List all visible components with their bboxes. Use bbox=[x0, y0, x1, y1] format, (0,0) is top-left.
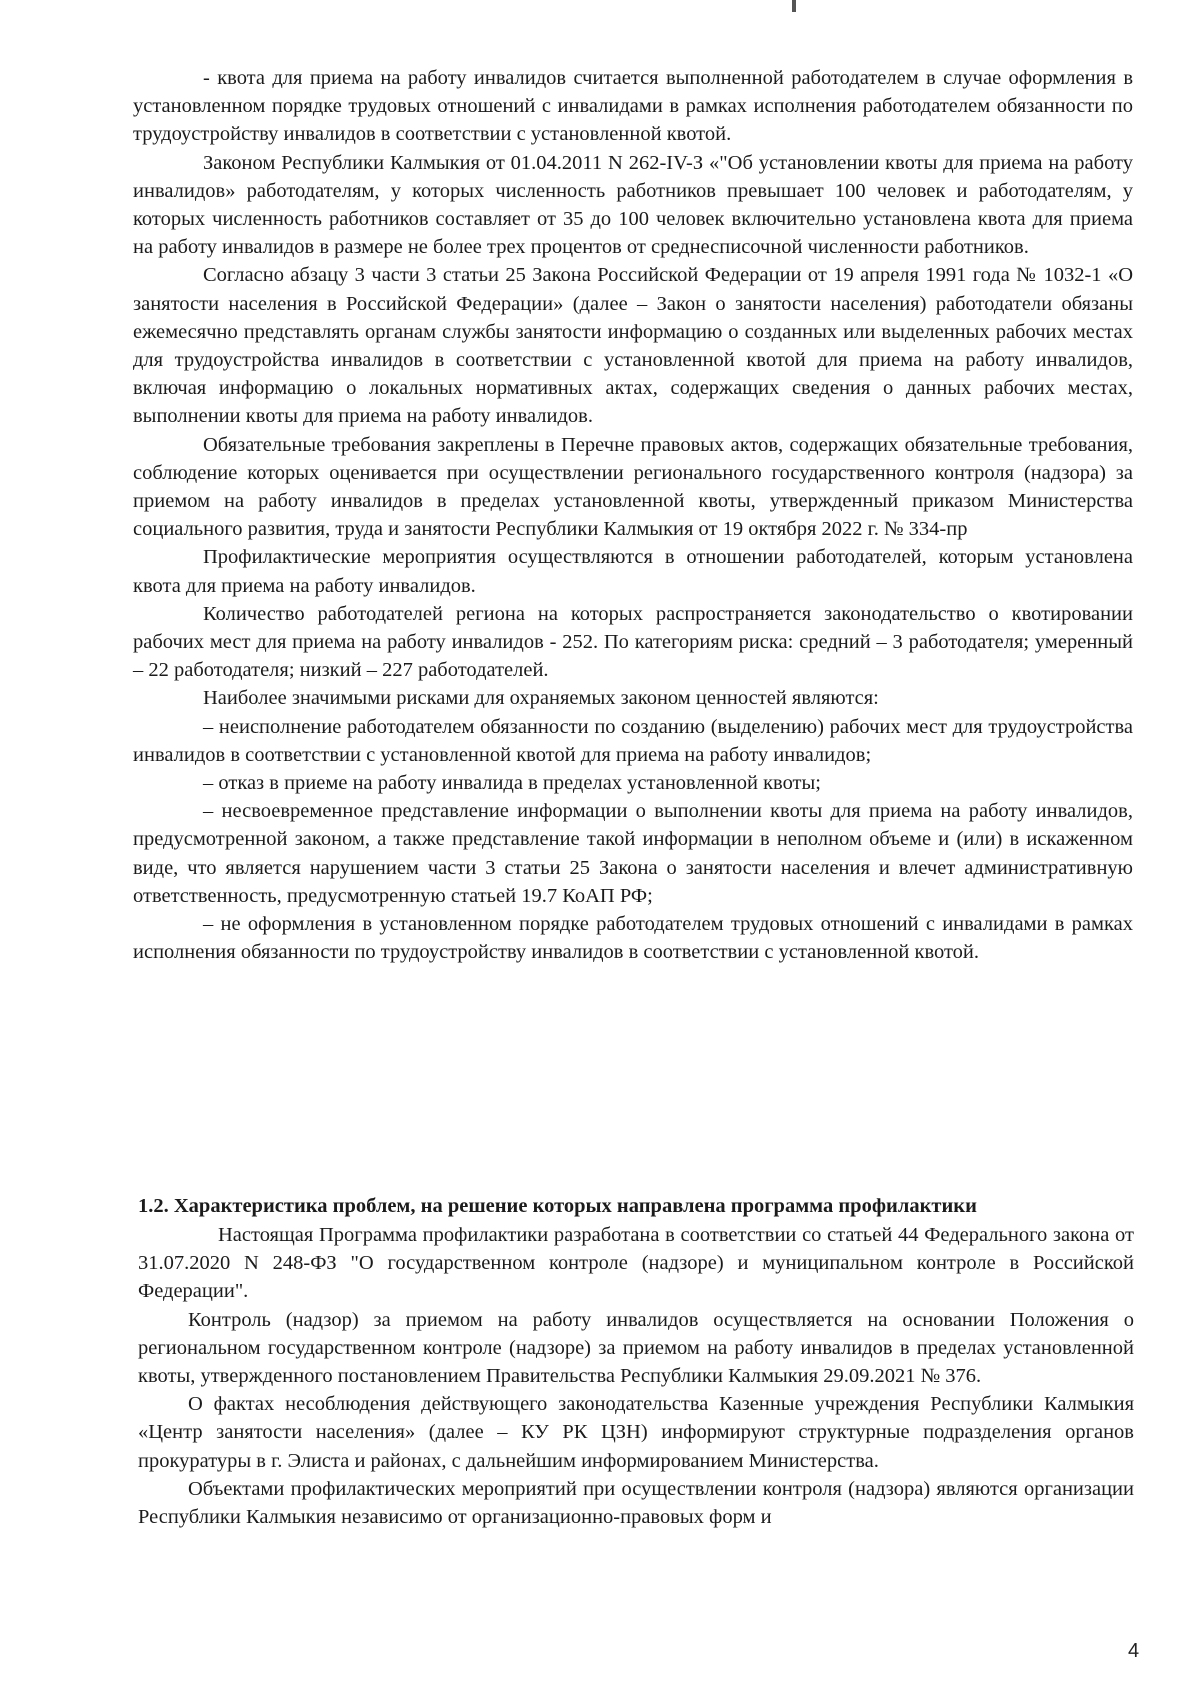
body-text-bottom bbox=[138, 1221, 1134, 1531]
paragraph-violations-reporting: О фактах несоблюдения действующего законодательства Казенные учреждения Республики Калмыкия «Центр занятости населения» (далее – КУ РК ЦЗН) информируют структурные подразделения органов прокуратуры в г. Элиста и районах, с дальнейшим информированием Министерства. bbox=[138, 1393, 1134, 1472]
paragraph-control-basis: Контроль (надзор) за приемом на работу инвалидов осуществляется на основании Положения о региональном государственном контроле (надзоре) за приемом на работу инвалидов в пределах установленной квоты, утвержденного постановлением Правительства Республики Калмыкия 29.09.2021 № 376. bbox=[138, 1308, 1134, 1388]
paragraph-preventive-measures: Профилактические мероприятия осуществляются в отношении работодателей, которым установлена квота для приема на работу инвалидов. bbox=[133, 546, 1133, 597]
paragraph-program-basis: Настоящая Программа профилактики разработана в соответствии со статьей 44 Федерального закона от 31.07.2020 N 248-ФЗ "О государственном контроле (надзоре) и муниципальном контроле в Российской Федерации". bbox=[138, 1224, 1134, 1303]
risk-item-non-fulfilment: – неисполнение работодателем обязанности по созданию (выделению) рабочих мест для трудоустройства инвалидов в соответствии с установленной квотой для приема на работу инвалидов; bbox=[133, 715, 1133, 766]
body-text-top bbox=[133, 64, 1133, 967]
section-heading: 1.2. Характеристика проблем, на решение которых направлена программа профилактики bbox=[138, 1195, 977, 1217]
risk-item-no-registration: – не оформления в установленном порядке работодателем трудовых отношений с инвалидами в рамках исполнения обязанности по трудоустройству инвалидов в соответствии с установленной квотой. bbox=[133, 913, 1133, 964]
scan-artifact-mark bbox=[792, 0, 796, 12]
risk-item-late-reporting: – несвоевременное представление информации о выполнении квоты для приема на работу инвалидов, предусмотренной законом, а также представление такой информации в неполном объеме и (или) в искаженном виде, что является нарушением части 3 статьи 25 Закона о занятости населения и влечет административную ответственность, предусмотренную статьей 19.7 КоАП РФ; bbox=[133, 800, 1133, 907]
paragraph-employment-law: Согласно абзацу 3 части 3 статьи 25 Закона Российской Федерации от 19 апреля 1991 года № 1032-1 «О занятости населения в Российской Федерации» (далее – Закон о занятости населения) работодатели обязаны ежемесячно представлять органам службы занятости информацию о созданных или выделенных рабочих местах для трудоустройства инвалидов в соответствии с установленной квотой для приема на работу инвалидов, включая информацию о локальных нормативных актах, содержащих сведения о данных рабочих местах, выполнении квоты для приема на работу инвалидов. bbox=[133, 264, 1133, 428]
paragraph-objects-of-measures: Объектами профилактических мероприятий при осуществлении контроля (надзора) являются организации Республики Калмыкия независимо от организационно-правовых форм и bbox=[138, 1477, 1134, 1529]
page-number: 4 bbox=[1128, 1640, 1140, 1662]
paragraph-employer-count: Количество работодателей региона на которых распространяется законодательство о квотировании рабочих мест для приема на работу инвалидов - 252. По категориям риска: средний – 3 работодателя; умеренный – 22 работодателя; низкий – 227 работодателей. bbox=[133, 602, 1133, 682]
risk-item-refusal: – отказ в приеме на работу инвалида в пределах установленной квоты; bbox=[203, 772, 821, 795]
paragraph-significant-risks: Наиболее значимыми рисками для охраняемых законом ценностей являются: bbox=[203, 687, 879, 710]
paragraph-kalmykia-law: Законом Республики Калмыкия от 01.04.2011 N 262-IV-З «"Об установлении квоты для приема на работу инвалидов» работодателям, у которых численность работников превышает 100 человек и работодателям, у которых численность работников составляет от 35 до 100 человек включительно установлена квота для приема на работу инвалидов в размере не более трех процентов от среднесписочной численности работников. bbox=[133, 151, 1133, 259]
paragraph-quota-fulfilled: - квота для приема на работу инвалидов считается выполненной работодателем в случае оформления в установленном порядке трудовых отношений с инвалидами в рамках исполнения работодателем обязанности по трудоустройству инвалидов в соответствии с установленной квотой. bbox=[133, 67, 1133, 146]
paragraph-mandatory-requirements: Обязательные требования закреплены в Перечне правовых актов, содержащих обязательные требования, соблюдение которых оценивается при осуществлении регионального государственного контроля (надзора) за приемом на работу инвалидов в пределах установленной квоты, утвержденный приказом Министерства социального развития, труда и занятости Республики Калмыкия от 19 октября 2022 г. № 334-пр bbox=[133, 433, 1133, 541]
